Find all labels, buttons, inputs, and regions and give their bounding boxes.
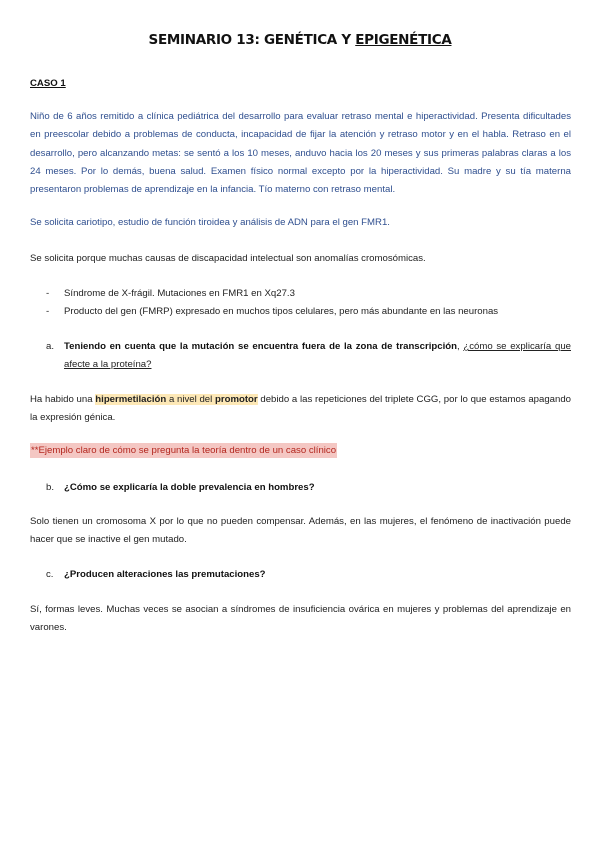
answer-c: Sí, formas leves. Muchas veces se asocian a síndromes de insuficiencia ovárica en mujeres y problemas del aprendizaje en varones. [30, 604, 571, 634]
highlight-promotor: promotor [215, 394, 258, 405]
question-a [46, 338, 571, 375]
case-label: CASO 1 [30, 78, 66, 89]
page-title [0, 32, 600, 48]
highlight-hipermetilacion: hipermetilación [95, 394, 167, 405]
question-a-bold: Teniendo en cuenta que la mutación se encuentra fuera de la zona de transcripción [64, 341, 457, 352]
list-item [46, 303, 566, 321]
bullet-text: Síndrome de X-frágil. Mutaciones en FMR1 en Xq27.3 [64, 288, 295, 299]
note-line [30, 442, 571, 460]
case-description: Niño de 6 años remitido a clínica pediátrica del desarrollo para evaluar retraso mental e hiperactividad. Presenta dificultades en preescolar debido a problemas de conducta, incapacidad de fijar la atención y retraso motor y en el habla. Retraso en el desarrollo, pero alcanzando metas: se sentó a los 10 meses, anduvo hacia los 20 meses y sus primeras palabras claras a los 24 meses. Por lo demás, buena salud. Examen físico normal excepto por la hiperactividad. Su madre y su tía materna presentaron problemas de aprendizaje en la infancia. Tío materno con retraso mental. [30, 111, 571, 196]
question-b [46, 479, 571, 497]
question-a-label: a. [46, 341, 55, 352]
title-underlined: EPIGENÉTICA [355, 32, 452, 48]
answer-a: Ha habido una hipermetilación a nivel del promotor debido a las repeticiones del triplete CGG, por lo que estamos apagando la expresión génica. [30, 394, 572, 424]
question-a-underlined: ¿cómo se explicaría que afecte a la proteína? [64, 341, 571, 371]
bullet-marker: - [46, 288, 50, 299]
question-b-text: ¿Cómo se explicaría la doble prevalencia en hombres? [64, 482, 315, 493]
title-prefix: SEMINARIO 13: GENÉTICA Y [148, 32, 356, 48]
question-c-text: ¿Producen alteraciones las premutaciones? [64, 569, 266, 580]
question-c [46, 566, 571, 584]
question-b-label: b. [46, 482, 55, 493]
question-a-sep: , [456, 341, 464, 352]
note-highlight: **Ejemplo claro de cómo se pregunta la teoría dentro de un caso clínico [31, 445, 337, 456]
request-reason: Se solicita porque muchas causas de discapacidad intelectual son anomalías cromosómicas. [30, 253, 426, 264]
bullet-list [46, 285, 566, 321]
requested-tests: Se solicita cariotipo, estudio de función tiroidea y análisis de ADN para el gen FMR1. [30, 217, 390, 228]
list-item [46, 285, 566, 303]
bullet-marker: - [46, 306, 50, 317]
question-c-label: c. [46, 569, 54, 580]
answer-b: Solo tienen un cromosoma X por lo que no pueden compensar. Además, en las mujeres, el fenómeno de inactivación puede hacer que se inactive el gen mutado. [30, 516, 571, 546]
highlight-mid: a nivel del [166, 394, 216, 405]
bullet-text: Producto del gen (FMRP) expresado en muchos tipos celulares, pero más abundante en las neuronas [64, 306, 499, 317]
